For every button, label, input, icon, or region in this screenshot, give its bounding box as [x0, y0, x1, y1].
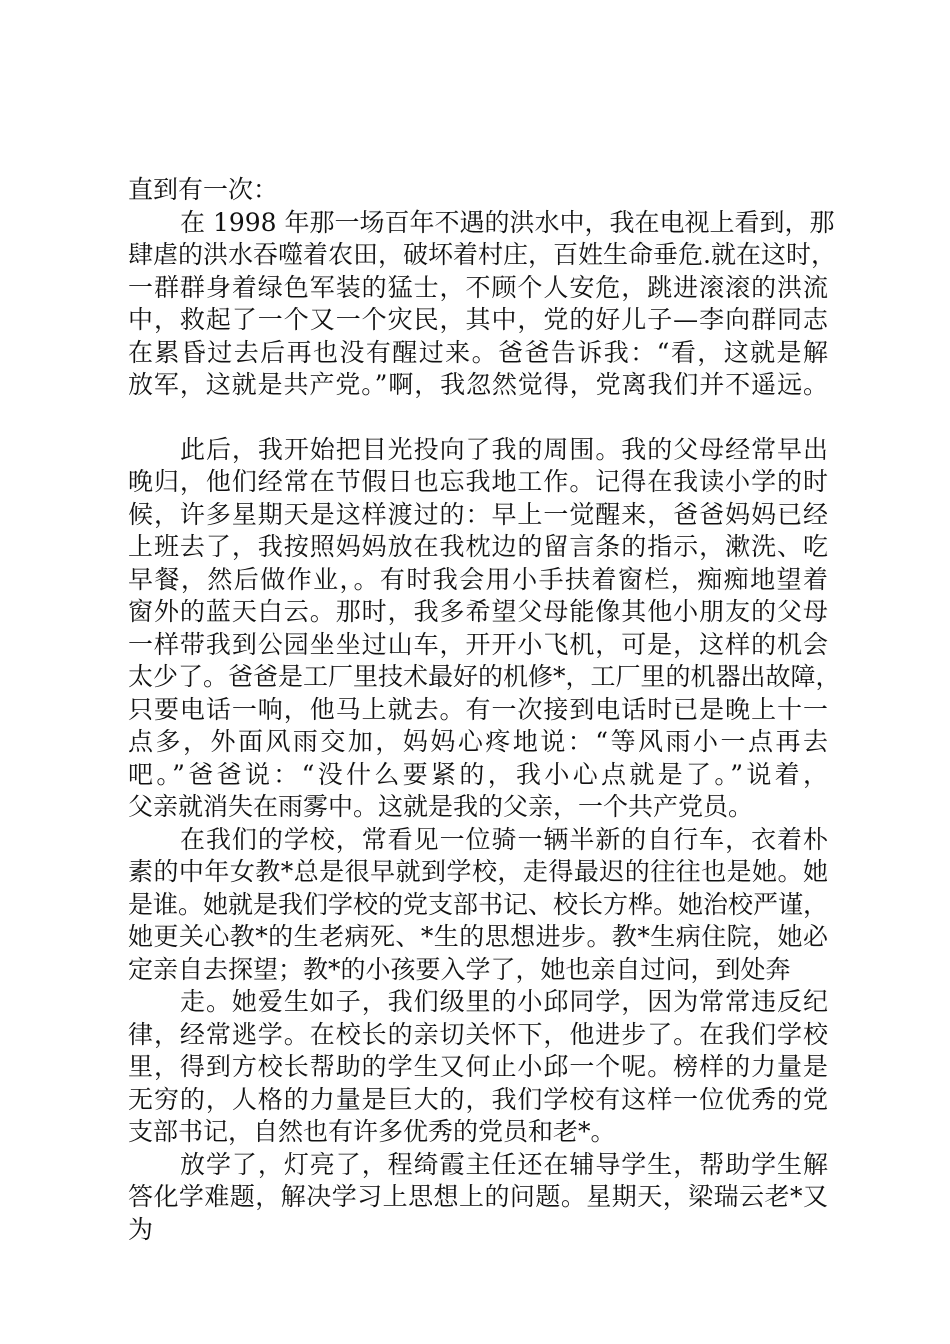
text-line: 里，得到方校长帮助的学生又何止小邱一个呢。榜样的力量是: [128, 1052, 828, 1081]
text-line: 直到有一次：: [128, 175, 279, 204]
text-line: 定亲自去探望；教*的小孩要入学了，她也亲自过问，到处奔: [128, 954, 791, 984]
text-line: 中，救起了一个又一个灾民，其中，党的好儿子—李向群同志: [128, 305, 828, 334]
text-line: 晚归，他们经常在节假日也忘我地工作。记得在我读小学的时: [128, 467, 828, 496]
text-line: 肆虐的洪水吞噬着农田，破坏着村庄，百姓生命垂危.就在这时，: [128, 240, 836, 269]
text-line: 无穷的，人格的力量是巨大的，我们学校有这样一位优秀的党: [128, 1084, 828, 1114]
text-line: 放学了，灯亮了，程绮霞主任还在辅导学生，帮助学生解: [180, 1149, 828, 1179]
text-line: 在累昏过去后再也没有醒过来。爸爸告诉我：“看，这就是解: [128, 337, 828, 367]
text-line: 吧。”爸爸说：“没什么要紧的，我小心点就是了。”说着，: [128, 759, 828, 789]
text-line: 放军，这就是共产党。”啊，我忽然觉得，党离我们并不遥远。: [128, 370, 828, 399]
text-line: 为: [128, 1214, 154, 1244]
text-line: 是谁。她就是我们学校的党支部书记、校长方桦。她治校严谨，: [128, 889, 829, 919]
text-line: 律，经常逃学。在校长的亲切关怀下，他进步了。在我们学校: [128, 1019, 828, 1049]
text-line: 一样带我到公园坐坐过山车，开开小飞机，可是，这样的机会: [128, 629, 828, 659]
text-line: 早餐，然后做作业，。有时我会用小手扶着窗栏，痴痴地望着: [128, 564, 828, 594]
text-line: 上班去了，我按照妈妈放在我枕边的留言条的指示，漱洗、吃: [128, 532, 828, 561]
text-line: 一群群身着绿色军装的猛士，不顾个人安危，跳进滚滚的洪流: [128, 272, 828, 302]
text-line: 她更关心教*的生老病死、*生的思想进步。教*生病住院，她必: [128, 922, 828, 951]
text-line: 点多，外面风雨交加，妈妈心疼地说：“等风雨小一点再去: [128, 727, 828, 756]
text-line: 答化学难题，解决学习上思想上的问题。星期天，梁瑞云老*又: [128, 1182, 828, 1211]
text-line: 窗外的蓝天白云。那时，我多希望父母能像其他小朋友的父母: [128, 597, 828, 626]
text-line: 在 1998 年那一场百年不遇的洪水中，我在电视上看到，那: [180, 207, 835, 237]
text-line: 支部书记，自然也有许多优秀的党员和老*。: [128, 1117, 616, 1146]
text-line: 此后，我开始把目光投向了我的周围。我的父母经常早出: [180, 434, 828, 464]
text-line: 候，许多星期天是这样渡过的：早上一觉醒来，爸爸妈妈已经: [128, 499, 828, 529]
text-line: 父亲就消失在雨雾中。这就是我的父亲，一个共产党员。: [128, 792, 754, 821]
text-line: 素的中年女教*总是很早就到学校，走得最迟的往往也是她。她: [128, 857, 828, 886]
text-line: 只要电话一响，他马上就去。有一次接到电话时已是晚上十一: [128, 694, 828, 724]
document-body: [128, 174, 841, 1246]
text-line: 在我们的学校，常看见一位骑一辆半新的自行车，衣着朴: [180, 824, 828, 854]
text-line: 走。她爱生如子，我们级里的小邱同学，因为常常违反纪: [180, 987, 828, 1016]
text-line: 太少了。爸爸是工厂里技术最好的机修*，工厂里的机器出故障，: [128, 662, 841, 691]
